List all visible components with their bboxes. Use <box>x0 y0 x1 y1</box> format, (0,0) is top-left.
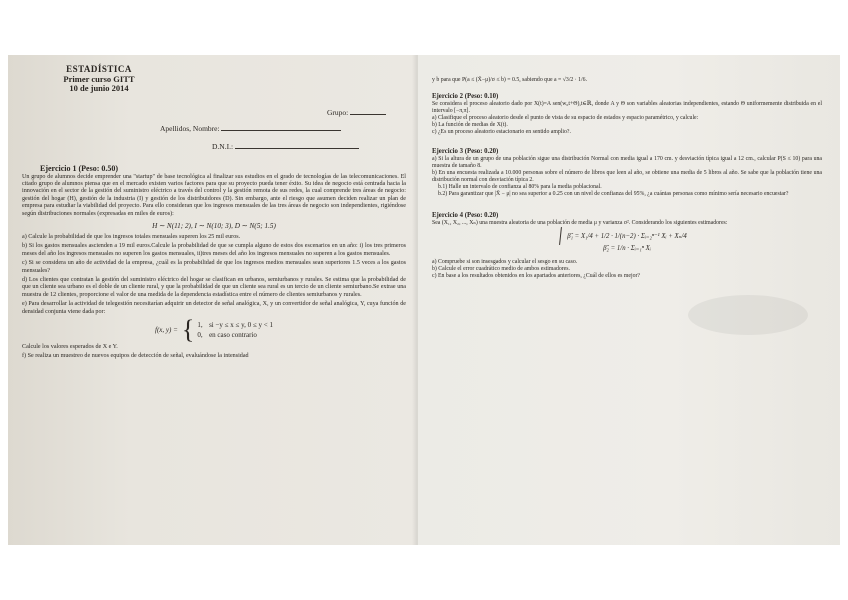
ej3-title: Ejercicio 3 (Peso: 0.20) <box>432 148 499 155</box>
ej2-part-a: a) Clasifique el proceso aleatorio desde el punto de vista de su espacio de estados y espacio paramétrico, y calcule: <box>432 115 699 121</box>
pdf-case2-value: 0, <box>197 331 203 339</box>
ej4-text: Sea (X₁, X₂, ..., Xₙ) una muestra aleatoria de una población de media μ y varianza σ². Considerando los siguientes estimadores: <box>432 220 728 226</box>
pdf-case1-cond: si −y ≤ x ≤ y, 0 ≤ y < 1 <box>209 321 273 329</box>
ej1-part-b: b) Si los gastos mensuales ascienden a 19 mil euros.Calcule la probabilidad de que se cumpla alguno de estos dos escenarios en un año: i) los tres primeros meses del año los ingresos mensuales no superen los gastos mensuales, ii)tres meses del año los ingresos mensuales no superen a los gastos mensuales. <box>22 243 406 257</box>
estimator-2: β̂₂ = 1/n · Σᵢ₌₁ⁿ Xᵢ <box>603 245 651 252</box>
apellidos-row <box>22 124 406 136</box>
grupo-label: Grupo: <box>327 107 349 117</box>
exam-page-right <box>418 55 840 545</box>
ej1-distributions: H ∼ N(11; 2), I ∼ N(10; 3), D ∼ N(5; 1.5) <box>152 221 276 230</box>
ej3-part-b1: b.1) Halle un intervalo de confianza al 80% para la media poblacional. <box>438 184 602 190</box>
ej1-part-f: f) Se realiza un muestreo de nuevos equipos de detección de señal, evaluándose la intensidad <box>22 353 249 360</box>
ej2-part-b: b) La función de medias de X(t). <box>432 122 508 128</box>
apellidos-blank <box>221 130 341 131</box>
estimators-formula <box>432 231 822 255</box>
brace-symbol: { <box>181 315 195 344</box>
exam-date: 10 de junio 2014 <box>69 83 129 93</box>
ej1-part-c: c) Si se considera un año de actividad de la empresa, ¿cuál es la probabilidad de que los ingresos medios mensuales sean superiores 1.5 veces a los gastos mensuales? <box>22 260 406 274</box>
ej4-part-a: a) Compruebe si son insesgados y calcular el sesgo en su caso. <box>432 259 578 265</box>
course-label: Primer curso GITT <box>63 73 135 84</box>
exam-page-left <box>8 55 418 545</box>
ej4-part-c: c) En base a los resultados obtenidos en los apartados anteriores, ¿Cuál de ellos es mejor? <box>432 273 640 279</box>
ej1-title: Ejercicio 1 (Peso: 0.50) <box>40 163 119 173</box>
grupo-field <box>327 108 386 117</box>
exam-sheet-photo <box>8 55 840 545</box>
dni-label: D.N.I.: <box>212 141 234 151</box>
apellidos-label: Apellidos, Nombre: <box>160 123 220 133</box>
grupo-blank <box>350 114 386 115</box>
ej3-part-b: b) En una encuesta realizada a 10.000 personas sobre el número de libros que leen al año, se obtiene una media de 5 libros al año. Se sabe que la población tiene una distribución normal con desviación típica 2. <box>432 170 822 183</box>
ej1-part-e: e) Para desarrollar la actividad de telegestión necesitarían adquirir un detector de señal analógica, X, y un convertidor de señal analógica, Y, cuya función de densidad conjunta viene dada por: <box>22 301 406 315</box>
grupo-row <box>22 108 406 120</box>
pdf-case2-cond: en caso contrario <box>209 331 257 339</box>
ej3-part-b2: b.2) Para garantizar que |X̄ − μ| no sea superior a 0.25 con un nivel de confianza del 95%, ¿a cuántas personas como mínimo sería necesario encuestar? <box>438 191 789 197</box>
ej1-intro: Un grupo de alumnos decide emprender una "startup" de base tecnológica al finalizar sus estudios en el grado de tecnologías de las telecomunicaciones. El citado grupo de alumnos piensa que en el mercado existen varios factores para que su proyecto pueda tener éxito. Su idea de negocio está centrada hacia la innovación en el sector de la gestión del suministro eléctrico a través del control y la gestión remota de sus redes, la cual comprende tres áreas de negocio: gestión del hogar (H), gestión de la industria (I) y gestión de los distribuidores (D). Sin embargo, ante el riesgo que asumen deciden realizar un plan de empresa para estudiar la viabilidad del proyecto. Para ello consideran que los ingresos mensuales de las tres áreas de negocio son independientes, rigiéndose según distribuciones normales (expresadas en miles de euros): <box>22 173 406 217</box>
ej2-text: Se considera el proceso aleatorio dado por X(t)=A sen(w₀t+Θ),t∈ℝ, donde A y Θ son variables aleatorias independientes, estando Θ uniformemente distribuida en el intervalo [−π,π]. <box>432 101 822 114</box>
ej1-part-a: a) Calcule la probabilidad de que los ingresos totales mensuales superen los 25 mil euros. <box>22 233 241 240</box>
ej2-title: Ejercicio 2 (Peso: 0.10) <box>432 93 499 100</box>
estimator-1: β̂₁ = X₁/4 + 1/2 · 1/(n−2) · Σᵢ₌₂ⁿ⁻¹ Xᵢ + Xₙ/4 <box>567 233 687 240</box>
dni-row <box>22 142 406 154</box>
ej3-part-a: a) Si la altura de un grupo de una población sigue una distribución Normal con media igual a 170 cm. y desviación típica igual a 12 cm., calcular P(S ≤ 10) para una muestra de tamaño 8. <box>432 156 822 169</box>
ej4-part-b: b) Calcule el error cuadrático medio de ambos estimadores. <box>432 266 570 272</box>
dni-field <box>212 142 359 151</box>
ej4-title: Ejercicio 4 (Peso: 0.20) <box>432 212 499 219</box>
pdf-cases <box>197 320 273 340</box>
lighting-smudge <box>688 295 808 335</box>
apellidos-field <box>160 124 341 133</box>
ej1-part-e-end: Calcule los valores esperados de X e Y. <box>22 344 118 350</box>
exam-header <box>24 65 174 94</box>
ej1-continuation: y b para que P(a ≤ (X̄−μ)/σ ≤ b) = 0.5, sabiendo que a = √3/2 · 1/6. <box>432 77 588 83</box>
pdf-case1-value: 1, <box>197 321 203 329</box>
ej2-part-c: c) ¿Es un proceso aleatorio estacionario en sentido amplio?. <box>432 129 571 135</box>
joint-density-formula <box>22 315 406 344</box>
pdf-lhs: f(x, y) = <box>155 326 178 334</box>
subject-title: ESTADÍSTICA <box>66 64 132 74</box>
dni-blank <box>235 148 359 149</box>
ej1-part-d: d) Los clientes que contratan la gestión del suministro eléctrico del hogar se clasifican en urbanos, semiurbanos y rurales. Se estima que la probabilidad de que un cliente sea urbano es el doble de un cliente rural, y que la probabilidad de que un cliente sea rural es un tercio de un cliente semiurbano.Se extrae una muestra de 12 clientes, proporcione el valor de una medida de la dependencia estadística entre el número de clientes semiurbanos y rurales. <box>22 276 406 298</box>
